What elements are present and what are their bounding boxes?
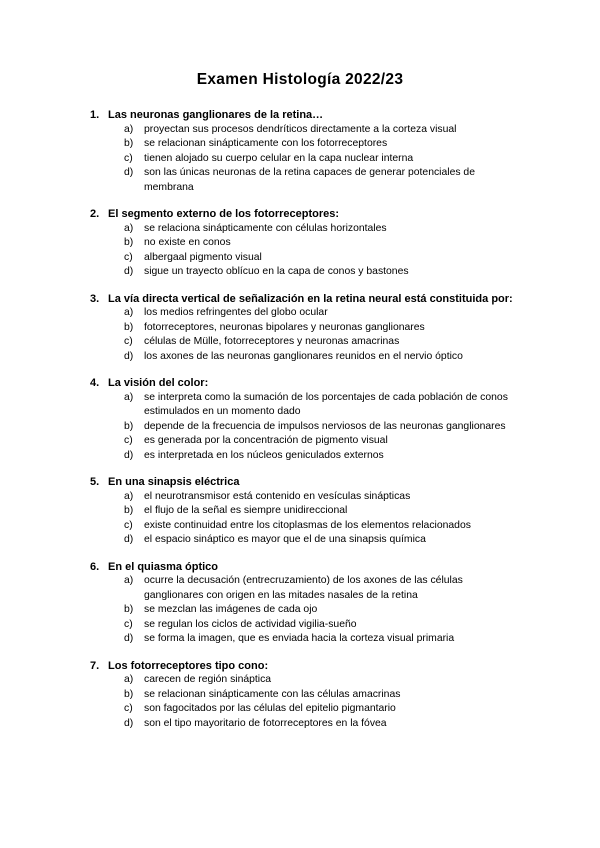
question-header [90,292,520,307]
question-number: 2. [90,208,100,220]
option-b [124,688,520,703]
option-text: es generada por la concentración de pigmento visual [144,435,388,446]
option-text: ocurre la decusación (entrecruzamiento) de los axones de las células ganglionares con origen en las mitades nasales de la retina [144,575,463,601]
option-text: se relacionan sinápticamente con los fotorreceptores [144,138,388,149]
option-text: no existe en conos [144,237,231,248]
option-text: se mezclan las imágenes de cada ojo [144,604,318,615]
option-c [124,702,520,717]
question-text: Los fotorreceptores tipo cono: [108,659,269,672]
question-header [90,475,520,490]
option-letter: c) [124,336,133,347]
question-6 [90,560,520,647]
option-text: es interpretada en los núcleos geniculados externos [144,449,384,461]
option-letter: b) [124,505,134,516]
option-a [124,490,520,505]
option-letter: b) [124,688,134,700]
question-1 [90,108,520,195]
option-letter: c) [124,251,133,263]
option-d [124,717,520,732]
option-d [124,350,520,365]
option-text: albergaal pigmento visual [144,251,262,263]
option-letter: d) [124,266,134,277]
question-5 [90,475,520,548]
option-c [124,519,520,534]
option-b [124,420,520,435]
option-text: se interpreta como la sumación de los porcentajes de cada población de conos estimulados en un momento dado [144,391,508,417]
option-list [90,391,520,464]
option-b [124,236,520,251]
question-4 [90,376,520,463]
option-d [124,265,520,280]
option-text: se forma la imagen, que es enviada hacia la corteza visual primaria [144,633,455,644]
option-c [124,618,520,633]
option-c [124,251,520,266]
option-letter: a) [124,222,134,234]
option-letter: a) [124,490,134,502]
question-3 [90,292,520,365]
option-text: carecen de región sináptica [144,674,272,685]
question-number: 5. [90,476,100,488]
option-text: se relaciona sinápticamente con células horizontales [144,222,387,234]
option-text: fotorreceptores, neuronas bipolares y neuronas ganglionares [144,321,425,333]
option-letter: d) [124,449,134,461]
question-number: 1. [90,109,100,121]
question-header [90,560,520,575]
option-text: se regulan los ciclos de actividad vigilia-sueño [144,618,357,630]
option-a [124,391,520,420]
question-header [90,207,520,222]
option-letter: b) [124,420,134,432]
option-d [124,632,520,647]
option-b [124,504,520,519]
option-c [124,434,520,449]
option-d [124,533,520,548]
question-list [90,108,520,743]
option-letter: c) [124,703,133,714]
option-letter: c) [124,519,133,531]
option-a [124,574,520,603]
question-text: La vía directa vertical de señalización en la retina neural está constituida por: [108,292,513,305]
question-header [90,659,520,674]
option-text: proyectan sus procesos dendríticos directamente a la corteza visual [144,123,457,135]
option-text: el neurotransmisor está contenido en vesículas sinápticas [144,490,411,502]
option-list [90,673,520,731]
option-letter: d) [124,350,134,362]
option-a [124,222,520,237]
option-a [124,306,520,321]
option-text: células de Mülle, fotorreceptores y neuronas amacrinas [144,336,400,347]
option-letter: a) [124,391,134,403]
question-text: La visión del color: [108,377,209,389]
option-b [124,603,520,618]
option-letter: c) [124,152,133,164]
option-letter: d) [124,717,134,729]
option-text: los axones de las neuronas ganglionares reunidos en el nervio óptico [144,350,463,362]
question-number: 7. [90,659,100,672]
option-letter: b) [124,321,134,333]
option-letter: b) [124,237,134,248]
question-text: En el quiasma óptico [108,560,219,573]
option-text: el espacio sináptico es mayor que el de una sinapsis química [144,534,426,545]
option-text: depende de la frecuencia de impulsos nerviosos de las neuronas ganglionares [144,420,506,432]
question-number: 4. [90,377,100,389]
question-number: 6. [90,560,100,573]
option-letter: c) [124,435,133,446]
question-header [90,108,520,123]
option-list [90,490,520,548]
option-b [124,137,520,152]
option-letter: a) [124,575,134,586]
option-list [90,574,520,647]
option-text: son fagocitados por las células del epitelio pigmantario [144,703,396,714]
option-letter: b) [124,138,134,149]
option-letter: a) [124,123,134,135]
question-text: El segmento externo de los fotorreceptores: [108,208,340,220]
option-list [90,123,520,196]
page-title: Examen Histología 2022/23 [196,71,404,88]
option-text: se relacionan sinápticamente con las células amacrinas [144,688,401,700]
option-text: tienen alojado su cuerpo celular en la capa nuclear interna [144,152,414,164]
option-letter: a) [124,674,134,685]
option-letter: d) [124,167,134,178]
question-header [90,376,520,391]
question-2 [90,207,520,280]
question-text: En una sinapsis eléctrica [108,476,240,488]
option-text: son el tipo mayoritario de fotorreceptores en la fóvea [144,717,387,729]
option-text: existe continuidad entre los citoplasmas de los elementos relacionados [144,519,471,531]
option-letter: b) [124,604,134,615]
option-letter: d) [124,534,134,545]
option-d [124,166,520,195]
option-c [124,152,520,167]
option-text: los medios refringentes del globo ocular [144,307,328,318]
question-text: Las neuronas ganglionares de la retina… [108,109,324,121]
option-c [124,335,520,350]
option-list [90,306,520,364]
option-a [124,123,520,138]
option-d [124,449,520,464]
question-number: 3. [90,292,100,305]
option-letter: a) [124,307,134,318]
option-letter: c) [124,618,133,630]
question-7 [90,659,520,732]
option-text: son las únicas neuronas de la retina capaces de generar potenciales de membrana [144,167,475,193]
option-b [124,321,520,336]
option-text: sigue un trayecto oblícuo en la capa de conos y bastones [144,266,409,277]
option-letter: d) [124,633,134,644]
option-a [124,673,520,688]
option-list [90,222,520,280]
option-text: el flujo de la señal es siempre unidireccional [144,505,348,516]
